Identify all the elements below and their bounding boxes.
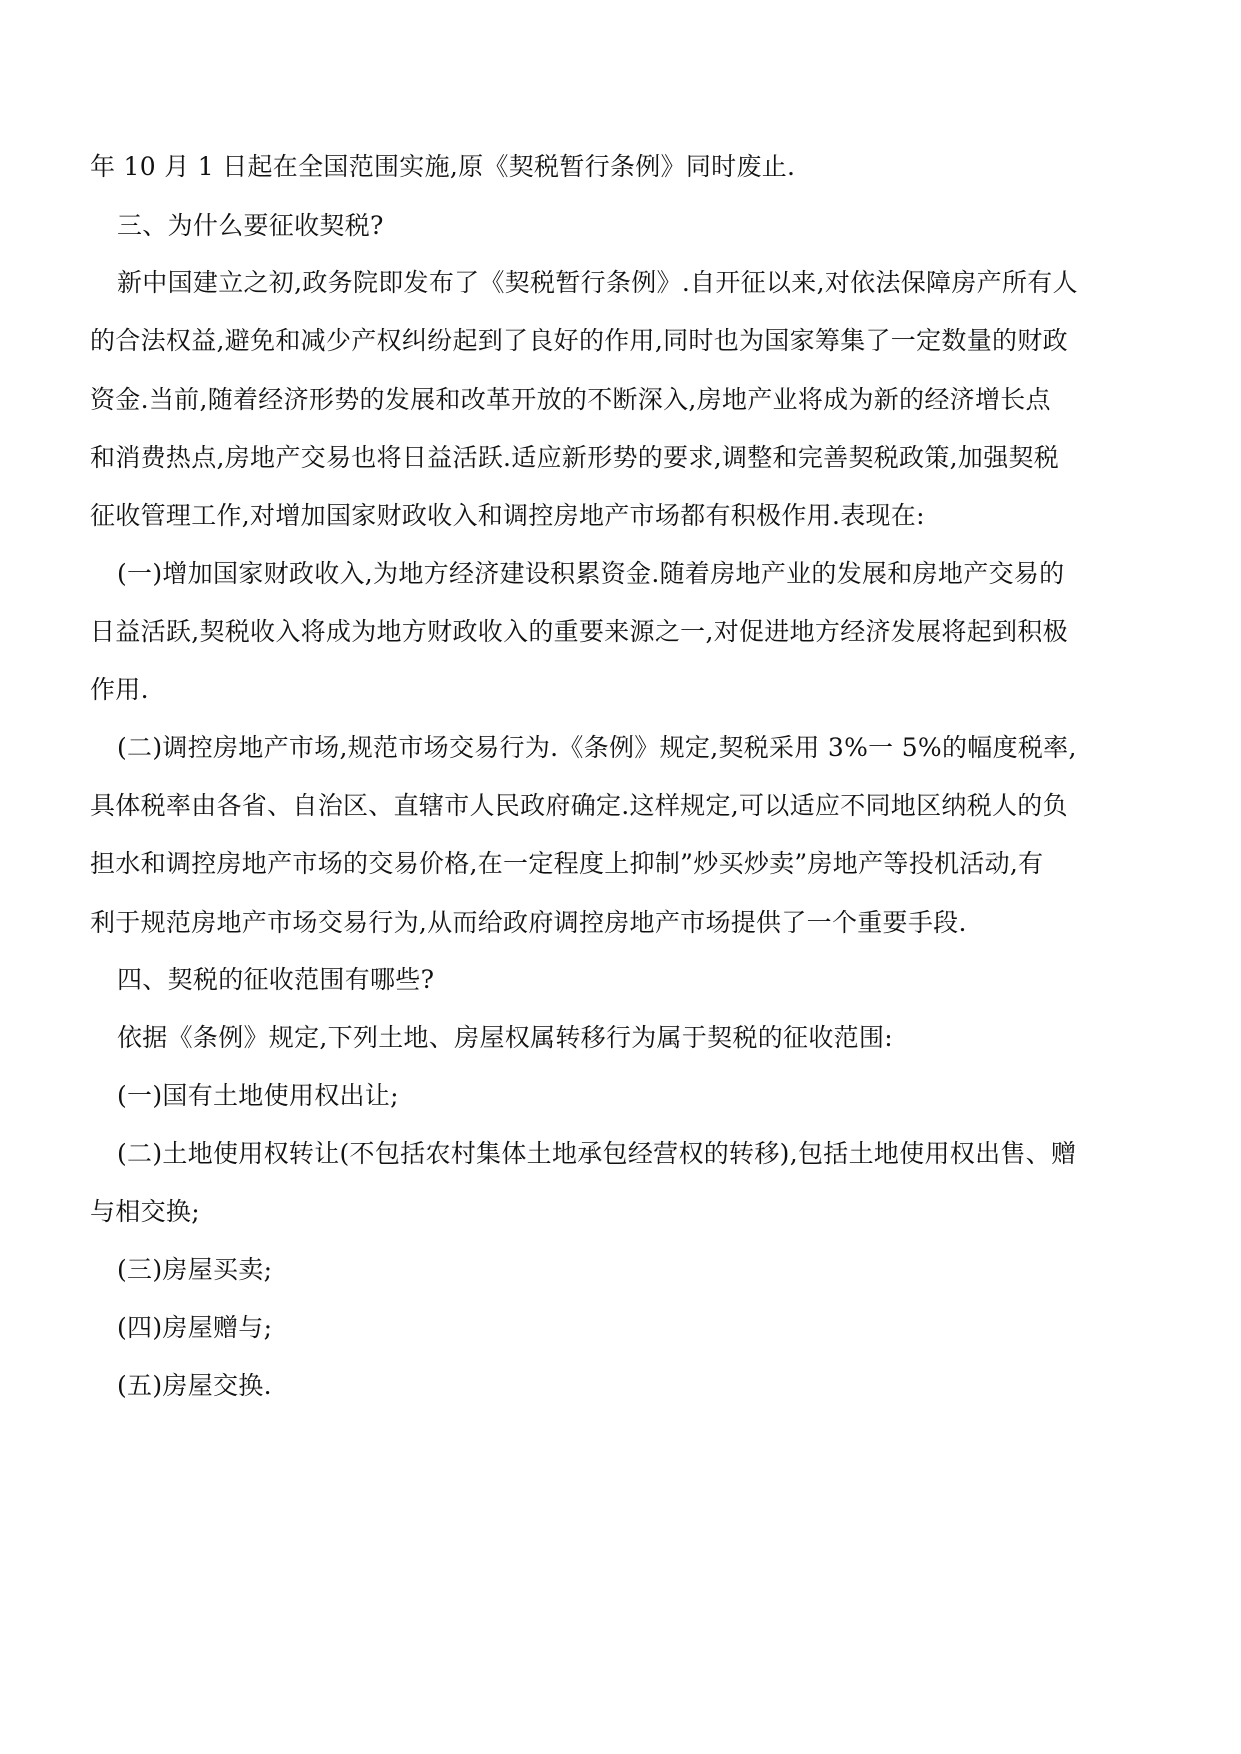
list-item-line: (一)增加国家财政收入,为地方经济建设积累资金.随着房地产业的发展和房地产交易的 <box>117 559 1065 588</box>
list-item-line: 具体税率由各省、自治区、直辖市人民政府确定.这样规定,可以适应不同地区纳税人的负 <box>90 791 1068 820</box>
paragraph-line: 资金.当前,随着经济形势的发展和改革开放的不断深入,房地产业将成为新的经济增长点 <box>90 385 1051 414</box>
section-heading-4: 四、契税的征收范围有哪些? <box>117 965 435 994</box>
section-heading-3: 三、为什么要征收契税? <box>117 211 384 240</box>
list-item-line: (二)土地使用权转让(不包括农村集体土地承包经营权的转移),包括土地使用权出售、赠 <box>117 1139 1077 1168</box>
list-item-line: 担水和调控房地产市场的交易价格,在一定程度上抑制”炒买炒卖”房地产等投机活动,有 <box>90 849 1044 878</box>
list-item-line: (四)房屋赠与; <box>117 1313 273 1342</box>
list-item-line: (二)调控房地产市场,规范市场交易行为.《条例》规定,契税采用 3%一 5%的幅度税率, <box>117 733 1077 762</box>
list-item-line: (三)房屋买卖; <box>117 1255 273 1284</box>
list-item-line: (五)房屋交换. <box>117 1371 272 1400</box>
paragraph-line: 和消费热点,房地产交易也将日益活跃.适应新形势的要求,调整和完善契税政策,加强契税 <box>90 443 1060 472</box>
list-item-line: 与相交换; <box>90 1197 200 1226</box>
list-item-line: 作用. <box>90 675 149 704</box>
paragraph-line: 依据《条例》规定,下列土地、房屋权属转移行为属于契税的征收范围: <box>117 1023 893 1052</box>
paragraph-line: 征收管理工作,对增加国家财政收入和调控房地产市场都有积极作用.表现在: <box>90 501 925 530</box>
list-item-line: 日益活跃,契税收入将成为地方财政收入的重要来源之一,对促进地方经济发展将起到积极 <box>90 617 1068 646</box>
text-line-continuation: 年 10 月 1 日起在全国范围实施,原《契税暂行条例》同时废止. <box>90 152 796 181</box>
paragraph-line: 的合法权益,避免和减少产权纠纷起到了良好的作用,同时也为国家筹集了一定数量的财政 <box>90 326 1068 355</box>
paragraph-line: 新中国建立之初,政务院即发布了《契税暂行条例》.自开征以来,对依法保障房产所有人 <box>117 268 1078 297</box>
list-item-line: 利于规范房地产市场交易行为,从而给政府调控房地产市场提供了一个重要手段. <box>90 908 967 937</box>
list-item-line: (一)国有土地使用权出让; <box>117 1081 399 1110</box>
